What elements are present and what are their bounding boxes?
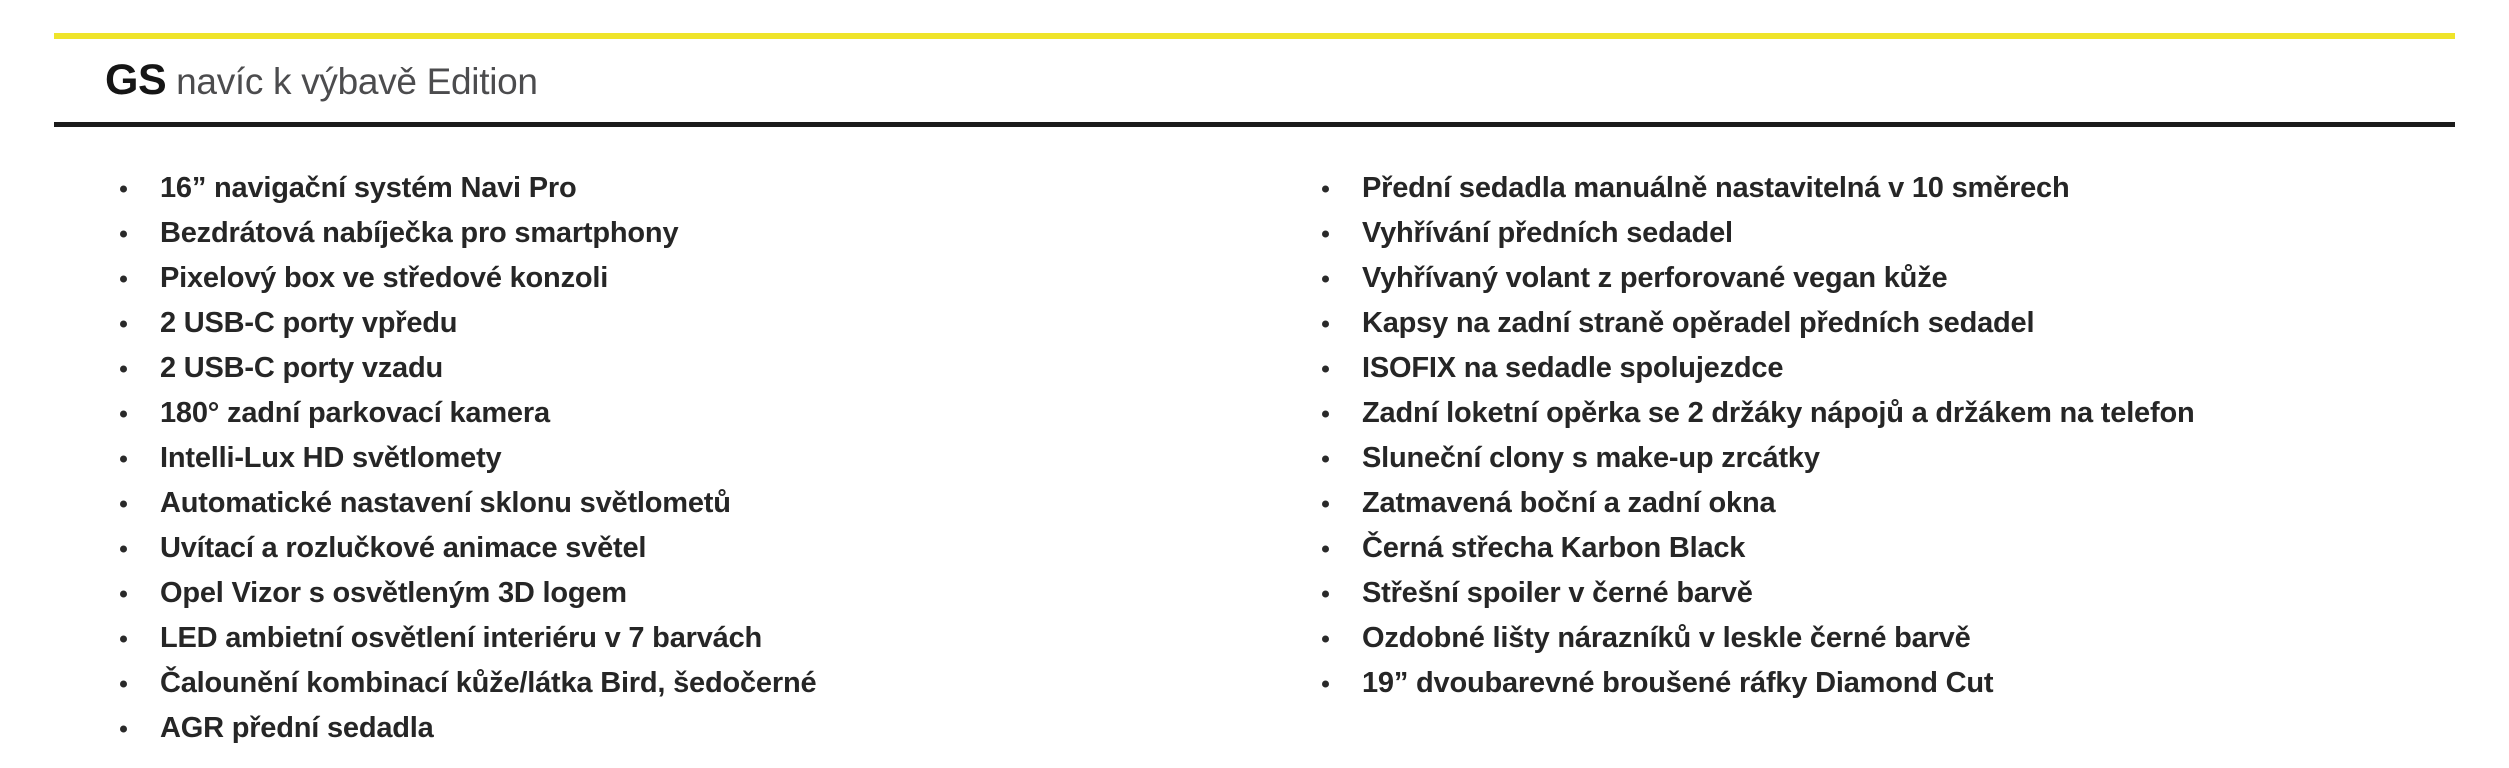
feature-item-text: Přední sedadla manuálně nastavitelná v 10 směrech [1362,172,2070,204]
dot-bullet-icon [120,320,127,327]
feature-item [118,616,1258,661]
feature-item-text: Intelli-Lux HD světlomety [160,442,502,474]
feature-item-text: Střešní spoiler v černé barvě [1362,577,1753,609]
feature-item-text: Vyhřívaný volant z perforované vegan kůže [1362,262,1948,294]
dot-bullet-icon [120,500,127,507]
feature-item-text: 2 USB-C porty vpředu [160,307,458,339]
feature-item [1320,391,2480,436]
feature-item-text: 2 USB-C porty vzadu [160,352,444,384]
feature-item [1320,661,2480,706]
dot-bullet-icon [120,590,127,597]
feature-item [118,256,1258,301]
dot-bullet-icon [1322,635,1329,642]
feature-item [1320,616,2480,661]
feature-item [1320,166,2480,211]
feature-item-text: Uvítací a rozlučkové animace světel [160,532,647,564]
trim-name: GS [105,56,167,104]
dot-bullet-icon [1322,230,1329,237]
feature-item-text: Zadní loketní opěrka se 2 držáky nápojů a držákem na telefon [1362,397,2195,429]
feature-item [118,211,1258,256]
feature-item [1320,211,2480,256]
feature-item-text: Kapsy na zadní straně opěradel předních sedadel [1362,307,2035,339]
feature-list-right [1320,166,2480,706]
dot-bullet-icon [120,230,127,237]
trim-subtitle: navíc k výbavě Edition [176,61,538,102]
dot-bullet-icon [120,680,127,687]
feature-item-text: 180° zadní parkovací kamera [160,397,550,429]
feature-item [118,436,1258,481]
dot-bullet-icon [120,410,127,417]
feature-item [1320,526,2480,571]
feature-item-text: Bezdrátová nabíječka pro smartphony [160,217,679,249]
dot-bullet-icon [120,365,127,372]
dot-bullet-icon [120,275,127,282]
dot-bullet-icon [1322,365,1329,372]
feature-item-text: Černá střecha Karbon Black [1362,532,1746,564]
dot-bullet-icon [120,725,127,732]
feature-item [118,661,1258,706]
feature-item [118,166,1258,211]
dot-bullet-icon [1322,320,1329,327]
feature-item [118,301,1258,346]
dot-bullet-icon [1322,590,1329,597]
feature-item-text: Sluneční clony s make-up zrcátky [1362,442,1820,474]
feature-item-text: AGR přední sedadla [160,712,434,744]
feature-item [1320,256,2480,301]
feature-item [1320,481,2480,526]
dot-bullet-icon [120,185,127,192]
feature-item-text: 16” navigační systém Navi Pro [160,172,577,204]
feature-item-text: Ozdobné lišty nárazníků v leskle černé barvě [1362,622,1971,654]
feature-item-text: Pixelový box ve středové konzoli [160,262,609,294]
header-divider-rule [54,122,2455,127]
feature-item-text: Vyhřívání předních sedadel [1362,217,1733,249]
feature-list-left [118,166,1258,751]
dot-bullet-icon [120,545,127,552]
trim-header [105,56,538,105]
feature-item [118,391,1258,436]
dot-bullet-icon [1322,455,1329,462]
feature-item [1320,346,2480,391]
feature-item [118,571,1258,616]
feature-item-text: Čalounění kombinací kůže/látka Bird, šedočerné [160,667,817,699]
feature-item-text: LED ambietní osvětlení interiéru v 7 barvách [160,622,763,654]
dot-bullet-icon [120,455,127,462]
dot-bullet-icon [1322,185,1329,192]
feature-item-text: Zatmavená boční a zadní okna [1362,487,1776,519]
feature-item [118,481,1258,526]
feature-item [118,706,1258,751]
feature-item-text: 19” dvoubarevné broušené ráfky Diamond Cut [1362,667,1994,699]
feature-item-text: Automatické nastavení sklonu světlometů [160,487,731,519]
feature-item [1320,436,2480,481]
feature-item-text: Opel Vizor s osvětleným 3D logem [160,577,627,609]
dot-bullet-icon [1322,500,1329,507]
feature-item [1320,571,2480,616]
dot-bullet-icon [1322,680,1329,687]
feature-item [118,346,1258,391]
dot-bullet-icon [1322,545,1329,552]
feature-item-text: ISOFIX na sedadle spolujezdce [1362,352,1784,384]
dot-bullet-icon [1322,410,1329,417]
accent-rule [54,33,2455,39]
dot-bullet-icon [1322,275,1329,282]
feature-item [118,526,1258,571]
dot-bullet-icon [120,635,127,642]
feature-item [1320,301,2480,346]
